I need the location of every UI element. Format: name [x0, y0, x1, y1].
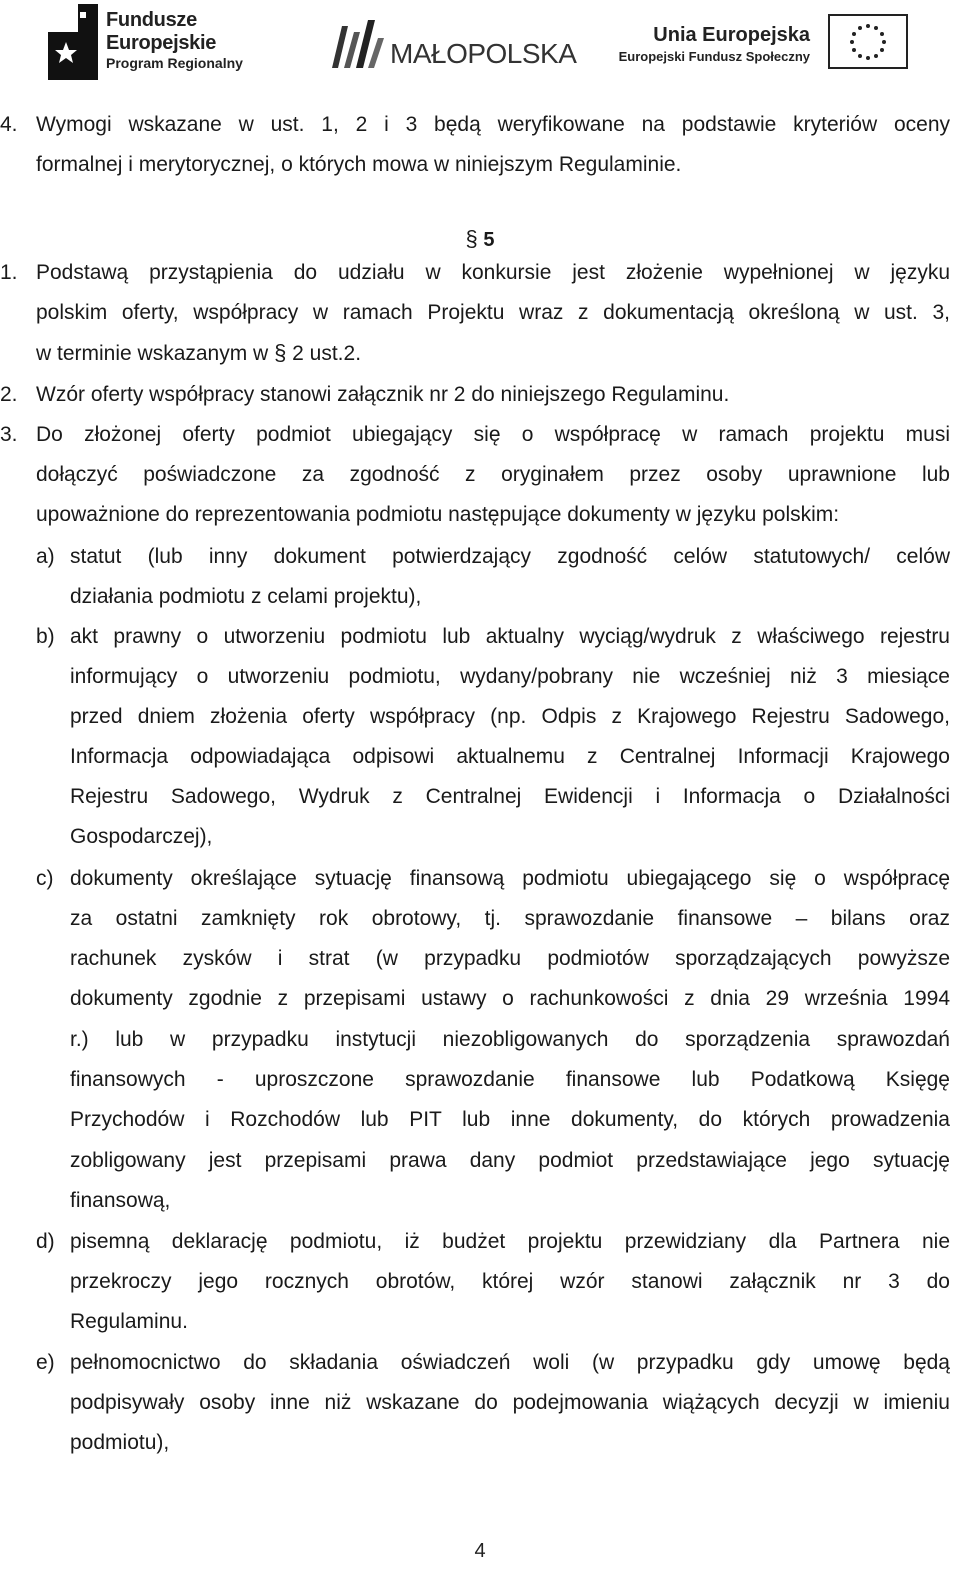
p4-line2: formalnej i merytorycznej, o których mowa w niniejszym Regulaminie.	[36, 153, 682, 176]
section-number: 5	[483, 229, 495, 251]
s3-number: 3.	[0, 423, 18, 446]
item-b-line3: przed dniem złożenia oferty współpracy (np. Odpis z Krajowego Rejestru Sadowego,	[70, 705, 950, 728]
ue-title: Unia Europejska	[653, 24, 810, 46]
s3-line3: upoważnione do reprezentowania podmiotu następujące dokumenty w języku polskim:	[36, 503, 840, 526]
s2-number: 2.	[0, 383, 18, 406]
malopolska-text: MAŁOPOLSKA	[390, 38, 577, 69]
item-c-line9: finansową,	[70, 1189, 171, 1212]
item-e-line3: podmiotu),	[70, 1431, 170, 1454]
item-c-line2: za ostatni zamknięty rok obrotowy, tj. sprawozdanie finansowe – bilans oraz	[70, 907, 950, 930]
item-c-label: c)	[36, 867, 54, 890]
s3-line1: Do złożonej oferty podmiot ubiegający się o współpracę w ramach projektu musi	[36, 423, 950, 446]
item-d-line2: przekroczy jego rocznych obrotów, której wzór stanowi załącznik nr 3 do	[70, 1270, 950, 1293]
fe-title-line1: Fundusze	[106, 9, 197, 31]
s1-line3-text: w terminie wskazanym w	[36, 342, 275, 365]
item-d-line1: pisemną deklarację podmiotu, iż budżet projektu przewidziany dla Partnera nie	[70, 1230, 950, 1253]
item-c-line4: dokumenty zgodnie z przepisami ustawy o rachunkowości z dnia 29 września 1994	[70, 987, 950, 1010]
item-c-line3: rachunek zysków i strat (w przypadku podmiotów sporządzających powyższe	[70, 947, 950, 970]
ue-subtitle: Europejski Fundusz Społeczny	[618, 49, 810, 64]
s1-line3-sign: §	[274, 340, 287, 365]
s1-number: 1.	[0, 261, 18, 284]
item-c-line8: zobligowany jest przepisami prawa dany podmiot przedstawiające jego sytuację	[70, 1149, 950, 1172]
eu-flag-icon	[828, 14, 908, 69]
page-header	[0, 0, 960, 85]
fe-subtitle: Program Regionalny	[106, 55, 243, 71]
s2-line1: Wzór oferty współpracy stanowi załącznik nr 2 do niniejszego Regulaminu.	[36, 383, 730, 406]
fe-star-icon	[44, 2, 102, 82]
s1-line1: Podstawą przystąpienia do udziału w konkursie jest złożenie wypełnionej w języku	[36, 261, 950, 284]
item-b-line1: akt prawny o utworzeniu podmiotu lub aktualny wyciąg/wydruk z właściwego rejestru	[70, 625, 950, 648]
s3-line2: dołączyć poświadczone za zgodność z oryginałem przez osoby uprawnione lub	[36, 463, 950, 486]
item-c-line7: Przychodów i Rozchodów lub PIT lub inne dokumenty, do których prowadzenia	[70, 1108, 950, 1131]
malopolska-mark-icon	[330, 18, 388, 70]
s1-line3	[36, 333, 950, 373]
malopolska-logo	[330, 18, 580, 70]
item-c-line5: r.) lub w przypadku instytucji niezobligowanych do sporządzenia sprawozdań	[70, 1028, 950, 1051]
item-a-line2: działania podmiotu z celami projektu),	[70, 585, 422, 608]
item-e-line1: pełnomocnictwo do składania oświadczeń woli (w przypadku gdy umowę będą	[70, 1351, 950, 1374]
item-b-label: b)	[36, 625, 55, 648]
item-e-label: e)	[36, 1351, 55, 1374]
item-d-line3: Regulaminu.	[70, 1310, 188, 1333]
item-d-label: d)	[36, 1230, 55, 1253]
s1-line2: polskim oferty, współpracy w ramach Projektu wraz z dokumentacją określoną w ust. 3,	[36, 301, 950, 324]
unia-europejska-logo	[618, 10, 908, 72]
fe-title-line2: Europejskie	[106, 32, 217, 54]
item-a-line1: statut (lub inny dokument potwierdzający zgodność celów statutowych/ celów	[70, 545, 950, 568]
item-c-line1: dokumenty określające sytuację finansową podmiotu ubiegającego się o współpracę	[70, 867, 950, 890]
p4-line1: Wymogi wskazane w ust. 1, 2 i 3 będą weryfikowane na podstawie kryteriów oceny	[36, 113, 950, 136]
item-e-line2: podpisywały osoby inne niż wskazane do podejmowania wiążących decyzji w imieniu	[70, 1391, 950, 1414]
item-b-line6: Gospodarczej),	[70, 825, 213, 848]
item-b-line4: Informacja odpowiadająca odpisowi aktualnemu z Centralnej Informacji Krajowego	[70, 745, 950, 768]
item-b-line5: Rejestru Sadowego, Wydruk z Centralnej Ewidencji i Informacja o Działalności	[70, 785, 950, 808]
item-b-line2: informujący o utworzeniu podmiotu, wydany/pobrany nie wcześniej niż 3 miesiące	[70, 665, 950, 688]
item-c-line6: finansowych - uproszczone sprawozdanie finansowe lub Podatkową Księgę	[70, 1068, 950, 1091]
s1-line3-ref: 2 ust.2.	[286, 342, 362, 365]
page-number: 4	[474, 1540, 486, 1562]
p4-number: 4.	[0, 113, 18, 136]
section-sign: §	[465, 226, 478, 251]
fundusze-europejskie-logo	[44, 2, 254, 82]
item-a-label: a)	[36, 545, 55, 568]
